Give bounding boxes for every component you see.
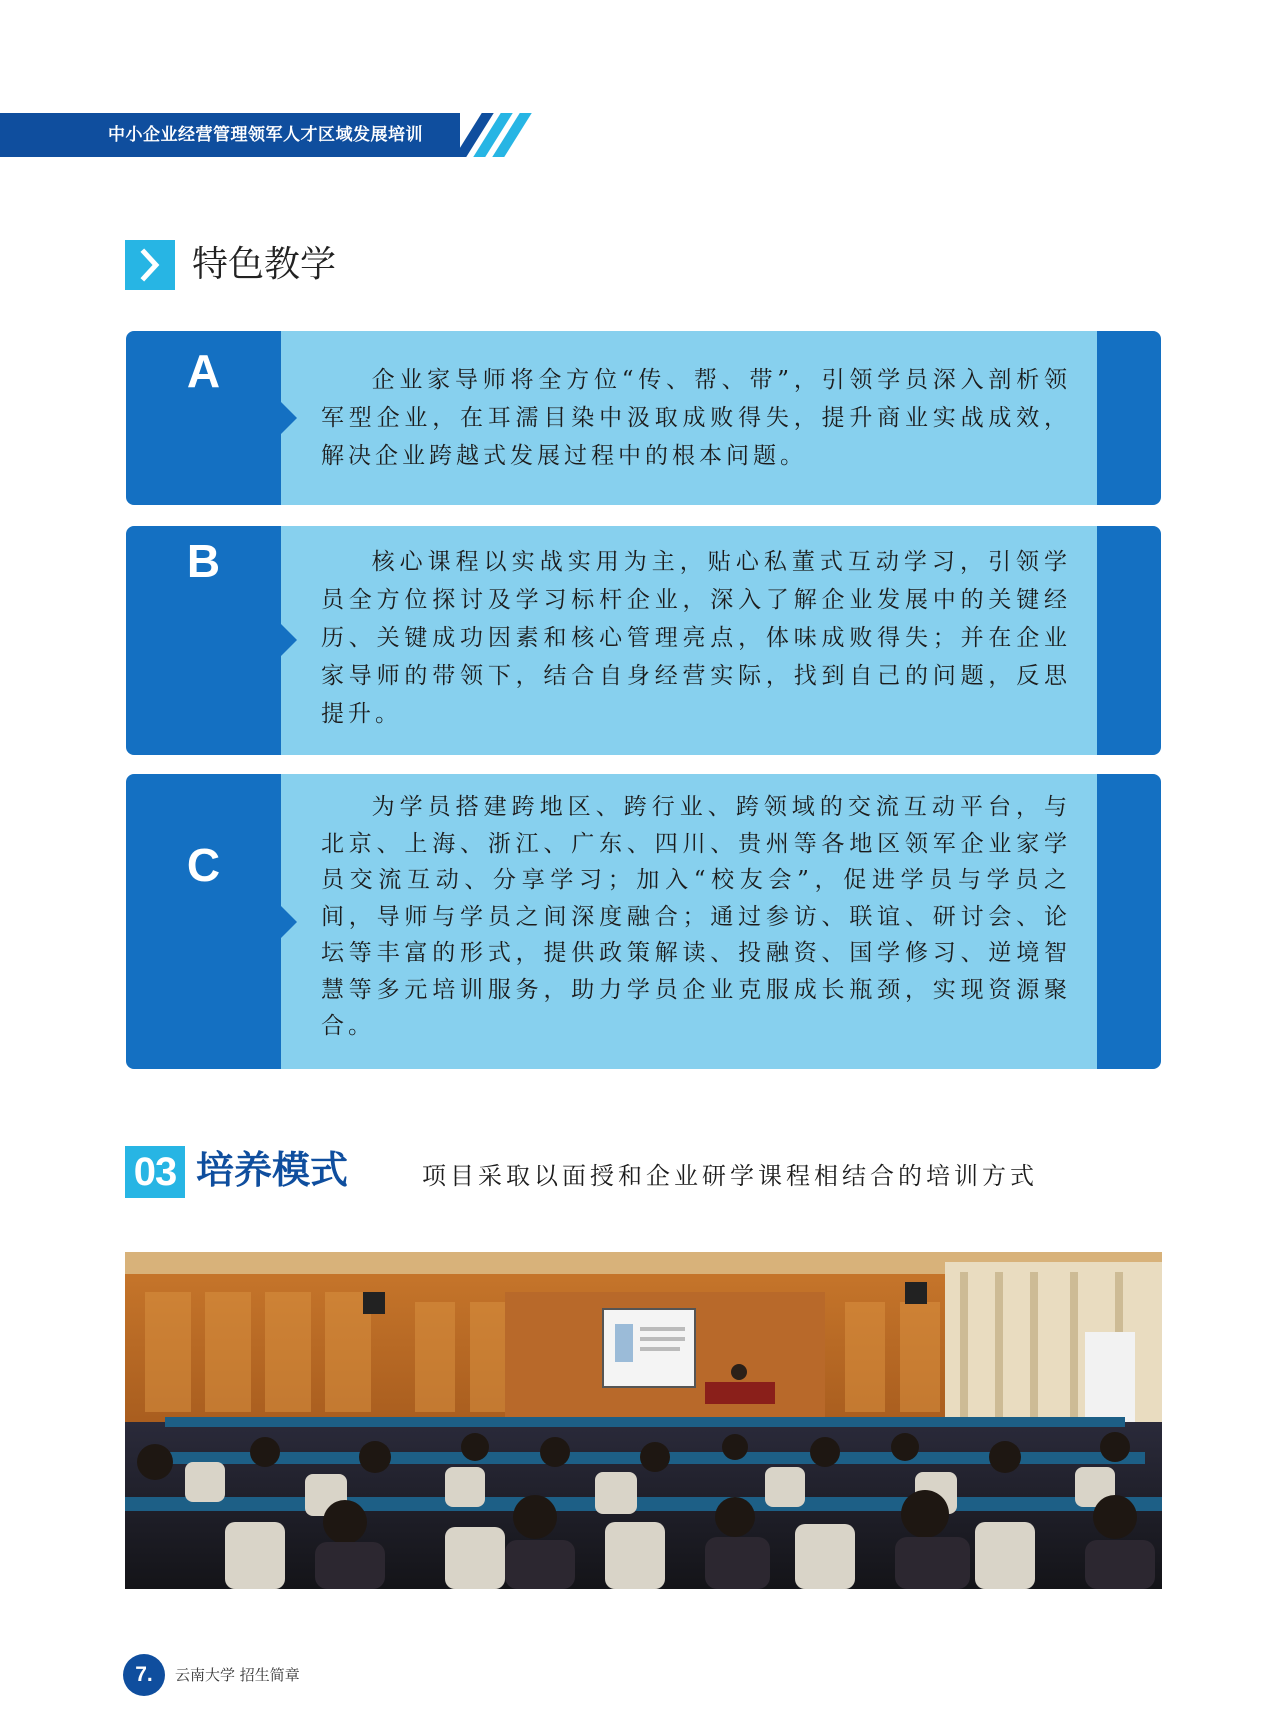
section-title: 特色教学 (192, 244, 337, 285)
page-number: 7. (123, 1654, 165, 1696)
card-text: 核心课程以实战实用为主，贴心私董式互动学习，引领学员全方位探讨及学习标杆企业，深入了解企业发展中的关键经历、关键成功因素和核心管理亮点，体味成败得失；并在企业家导师的带领下，结合自身经营实际，找到自己的问题，反思提升。 (321, 549, 1071, 727)
card-letter: C (186, 839, 221, 891)
chevron-right-icon (125, 240, 175, 290)
card-pointer (281, 624, 297, 656)
card-pointer (281, 906, 297, 938)
footer-text: 云南大学 招生简章 (175, 1666, 300, 1684)
section-title: 培养模式 (196, 1148, 349, 1192)
card-text: 为学员搭建跨地区、跨行业、跨领域的交流互动平台，与北京、上海、浙江、广东、四川、贵州等各地区领军企业家学员交流互动、分享学习；加入“校友会”，促进学员与学员之间，导师与学员之间深度融合；通过参访、联谊、研讨会、论坛等丰富的形式，提供政策解读、投融资、国学修习、逆境智慧等多元培训服务，助力学员企业克服成长瓶颈，实现资源聚合。 (321, 794, 1071, 1039)
card-pointer (281, 402, 297, 434)
card-letter: B (186, 535, 221, 587)
feature-card-c (126, 774, 1161, 1069)
card-letter: A (186, 345, 221, 397)
card-text: 企业家导师将全方位“传、帮、带”，引领学员深入剖析领军型企业，在耳濡目染中汲取成败得失，提升商业实战成效，解决企业跨越式发展过程中的根本问题。 (321, 367, 1071, 469)
feature-card-a (126, 331, 1161, 505)
classroom-photo (125, 1252, 1162, 1589)
feature-card-b (126, 526, 1161, 755)
section-description: 项目采取以面授和企业研学课程相结合的培训方式 (422, 1162, 1038, 1190)
section-number: 03 (125, 1146, 185, 1198)
banner-title: 中小企业经营管理领军人才区域发展培训 (108, 125, 423, 145)
